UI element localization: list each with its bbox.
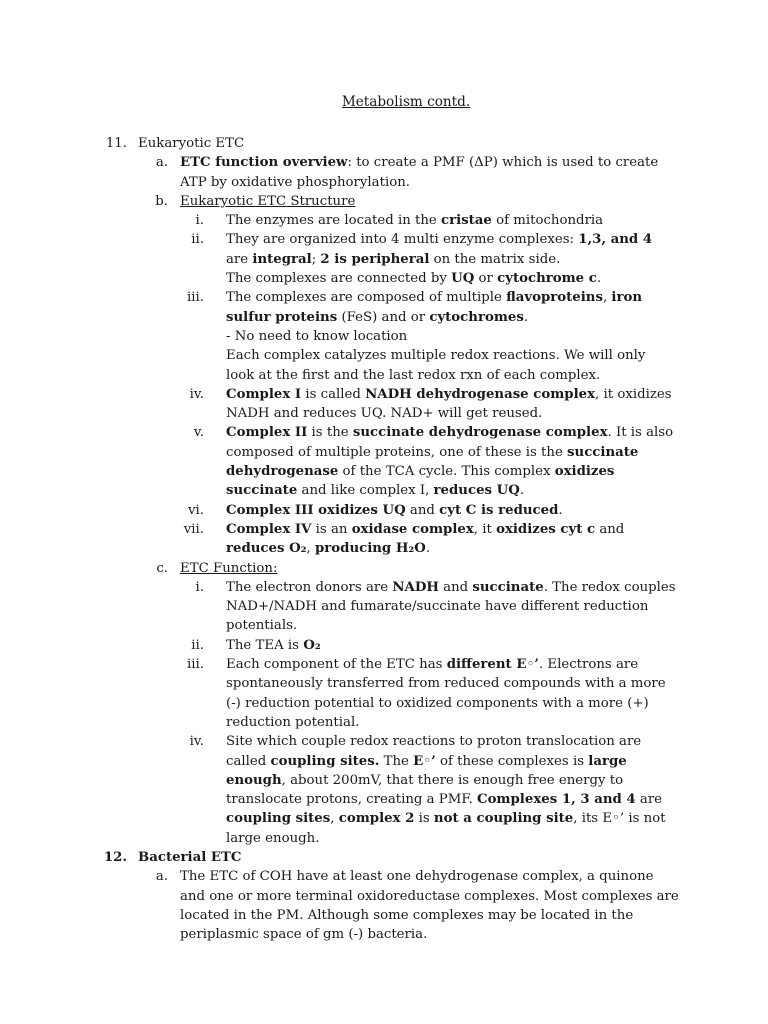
list-item xyxy=(0,578,768,636)
list-marker: 11. xyxy=(105,136,127,151)
list-item xyxy=(0,501,768,520)
list-marker: iii. xyxy=(187,657,204,673)
subsection-heading: ETC Function: xyxy=(180,560,278,576)
list-marker: vii. xyxy=(183,521,204,537)
subsection-heading: Eukaryotic ETC Structure xyxy=(180,193,356,209)
page-title: Metabolism contd. xyxy=(341,94,471,110)
bold-term: ETC function overview xyxy=(180,155,348,171)
list-item xyxy=(0,288,768,384)
list-item-etc-function xyxy=(0,559,768,578)
section-heading: Eukaryotic ETC xyxy=(138,136,245,151)
list-marker: iv. xyxy=(189,734,204,750)
list-item-etc-structure xyxy=(0,192,768,211)
list-marker: c. xyxy=(156,560,168,576)
list-marker: a. xyxy=(155,155,168,171)
list-item-text: Complex II is the succinate dehydrogenase complex. It is also composed of multiple proteins, one of these is the succinate dehydrogenase of the TCA cycle. This complex oxidizes succinate and like complex I, reduces UQ. xyxy=(226,425,674,499)
section-heading: Bacterial ETC xyxy=(138,849,242,865)
list-item xyxy=(0,423,768,500)
list-marker: v. xyxy=(193,425,204,441)
list-marker: a. xyxy=(155,869,168,885)
list-item-text: ETC function overview: to create a PMF (ΔP) which is used to create ATP by oxidative phosphorylation. xyxy=(180,155,659,190)
list-item xyxy=(0,636,768,655)
list-marker: ii. xyxy=(191,637,204,653)
list-item-text: Complex III oxidizes UQ and cyt C is reduced. xyxy=(226,502,563,518)
section-bacterial-etc xyxy=(0,848,768,867)
list-marker: ii. xyxy=(191,232,204,248)
list-item xyxy=(0,655,768,732)
list-item-text: Each component of the ETC has different E◦’. Electrons are spontaneously transferred from reduced compounds with a more (-) reduction potential to oxidized components with a more (+) reduction potential. xyxy=(226,657,666,730)
list-item xyxy=(0,732,768,848)
list-item xyxy=(0,520,768,559)
list-item-text: Complex IV is an oxidase complex, it oxidizes cyt c and reduces O₂, producing H₂O. xyxy=(226,521,625,557)
list-marker: i. xyxy=(195,579,204,595)
list-marker: iii. xyxy=(187,290,204,306)
list-item-bacterial-etc xyxy=(0,867,768,944)
document-body xyxy=(0,134,768,944)
list-item-etc-overview xyxy=(0,153,768,192)
list-item-text: The ETC of COH have at least one dehydrogenase complex, a quinone and one or more terminal oxidoreductase complexes. Most complexes are located in the PM. Although some complexes may be located in the periplasmic space of gm (-) bacteria. xyxy=(180,869,679,943)
list-item-text: They are organized into 4 multi enzyme complexes: 1,3, and 4 are integral; 2 is peripheral on the matrix side. The complexes are connected by UQ or cytochrome c. xyxy=(226,232,653,287)
list-marker: vi. xyxy=(188,502,204,518)
list-marker: i. xyxy=(195,213,204,229)
list-item xyxy=(0,211,768,230)
list-marker: 12. xyxy=(103,849,127,865)
list-marker: iv. xyxy=(189,386,204,402)
list-item-text: The electron donors are NADH and succinate. The redox couples NAD+/NADH and fumarate/succinate have different reduction potentials. xyxy=(226,579,676,634)
note-text: - No need to know location xyxy=(226,328,408,344)
list-item-text: The TEA is O₂ xyxy=(226,637,321,653)
list-item-text: Complex I is called NADH dehydrogenase complex, it oxidizes NADH and reduces UQ. NAD+ will get reused. xyxy=(226,386,672,422)
list-item-text: Site which couple redox reactions to proton translocation are called coupling sites. The E◦’ of these complexes is large enough, about 200mV, that there is enough free energy to translocate protons, creating a PMF. Complexes 1, 3 and 4 are coupling sites, complex 2 is not a coupling site, its E◦’ is not large enough. xyxy=(226,734,666,846)
list-item xyxy=(0,385,768,424)
list-item xyxy=(0,230,768,288)
section-eukaryotic-etc xyxy=(0,134,768,153)
list-item-text: The complexes are composed of multiple flavoproteins, iron sulfur proteins (FeS) and or cytochromes. - No need to know location Each complex catalyzes multiple redox reactions. We will only look at the first and the last redox rxn of each complex. xyxy=(226,290,646,383)
list-marker: b. xyxy=(155,193,168,209)
list-item-text: The enzymes are located in the cristae of mitochondria xyxy=(226,213,604,229)
